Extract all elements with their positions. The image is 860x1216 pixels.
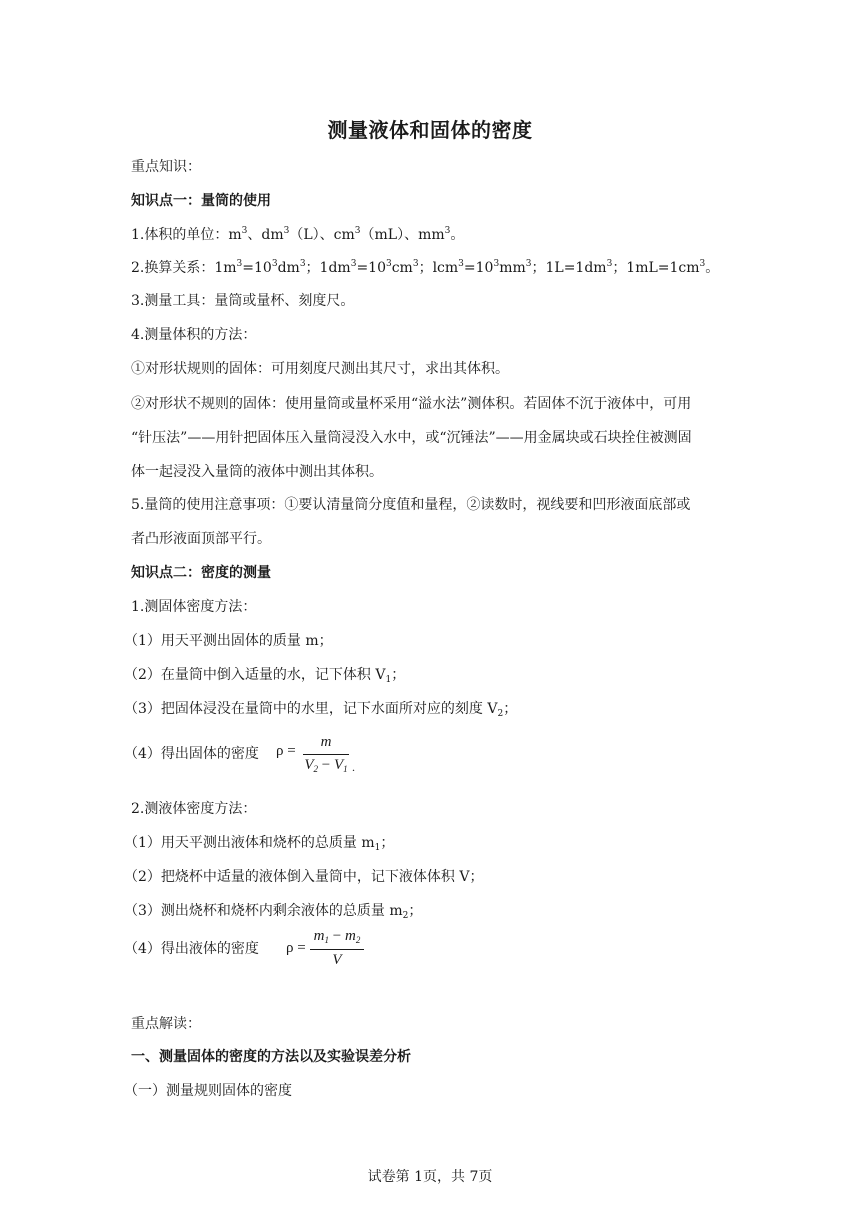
kp1-title: 知识点一：量筒的使用	[131, 193, 271, 209]
solid-density-formula	[276, 734, 386, 782]
kp2-liquid-title: 2.测液体密度方法：	[131, 801, 257, 817]
formula-period: .	[352, 760, 355, 774]
kp2-solid-step1: （1）用天平测出固体的质量 m；	[124, 633, 333, 649]
formula-fraction	[310, 928, 364, 976]
page-footer: 试卷第 1页，共 7页	[367, 1169, 493, 1185]
formula-numerator: m	[320, 734, 332, 750]
kp2-solid-title: 1.测固体密度方法：	[131, 599, 257, 615]
formula-rho: ρ =	[276, 743, 296, 759]
formula-denominator: V	[332, 952, 342, 968]
kp2-title: 知识点二：密度的测量	[131, 565, 271, 581]
kp2-solid-step4: （4）得出固体的密度	[124, 746, 259, 762]
fraction-bar	[303, 754, 349, 755]
kp2-solid-step2: （2）在量筒中倒入适量的水，记下体积 $V_1$；	[124, 667, 406, 685]
kp1-line-cylinder-notes: 5.量筒的使用注意事项：①要认清量筒分度值和量程，②读数时，视线要和凹形液面底部或	[131, 497, 691, 513]
fraction-bar	[310, 949, 364, 950]
liquid-density-formula	[286, 928, 376, 976]
kp1-line-irregular-solid: ②对形状不规则的固体：使用量筒或量杯采用“溢水法”测体积。若固体不沉于液体中，可用	[131, 396, 692, 412]
kp2-solid-step3: （3）把固体浸没在量筒中的水里，记下水面所对应的刻度 $V_2$；	[124, 701, 518, 719]
formula-denominator: $V_2 - V_1$	[304, 757, 348, 774]
kp1-line-cylinder-notes-cont: 者凸形液面顶部平行。	[131, 531, 271, 547]
kp1-line-tools: 3.测量工具：量筒或量杯、刻度尺。	[131, 293, 355, 309]
key-knowledge-heading: 重点知识：	[131, 159, 201, 175]
section1-subtitle: （一）测量规则固体的密度	[124, 1083, 292, 1099]
kp1-line-sinker-method: 体一起浸没入量筒的液体中测出其体积。	[131, 464, 383, 480]
kp2-liquid-step3: （3）测出烧杯和烧杯内剩余液体的总质量 $m_2$；	[124, 903, 423, 921]
kp2-liquid-step4: （4）得出液体的密度	[124, 941, 259, 957]
kp1-line-methods: 4.测量体积的方法：	[131, 327, 257, 343]
section1-title: 一、测量固体的密度的方法以及实验误差分析	[131, 1049, 411, 1065]
formula-fraction	[303, 734, 349, 782]
kp1-line-conversion: 2.换算关系：$1m^3=10^3dm^3$；$1dm^3=10^3cm^3$；$lcm^3=10^3mm^3$；$1L=1dm^3$；$1mL=1cm^3$。	[131, 259, 720, 276]
page-title: 测量液体和固体的密度	[327, 118, 533, 142]
formula-numerator: $m_1 - m_2$	[313, 928, 361, 945]
kp1-line-needle-method: “针压法”——用针把固体压入量筒浸没入水中，或“沉锤法”——用金属块或石块拴住被测固	[131, 430, 692, 446]
key-reading-heading: 重点解读：	[131, 1016, 201, 1032]
kp2-liquid-step1: （1）用天平测出液体和烧杯的总质量 $m_1$；	[124, 835, 395, 853]
kp1-line-regular-solid: ①对形状规则的固体：可用刻度尺测出其尺寸，求出其体积。	[131, 361, 509, 377]
kp1-line-units: 1.体积的单位：$m^3$、$dm^3(L)$、$cm^3(mL)$、$mm^3$。	[131, 226, 465, 243]
formula-rho: ρ =	[286, 940, 306, 956]
kp2-liquid-step2: （2）把烧杯中适量的液体倒入量筒中，记下液体体积 V；	[124, 869, 484, 885]
